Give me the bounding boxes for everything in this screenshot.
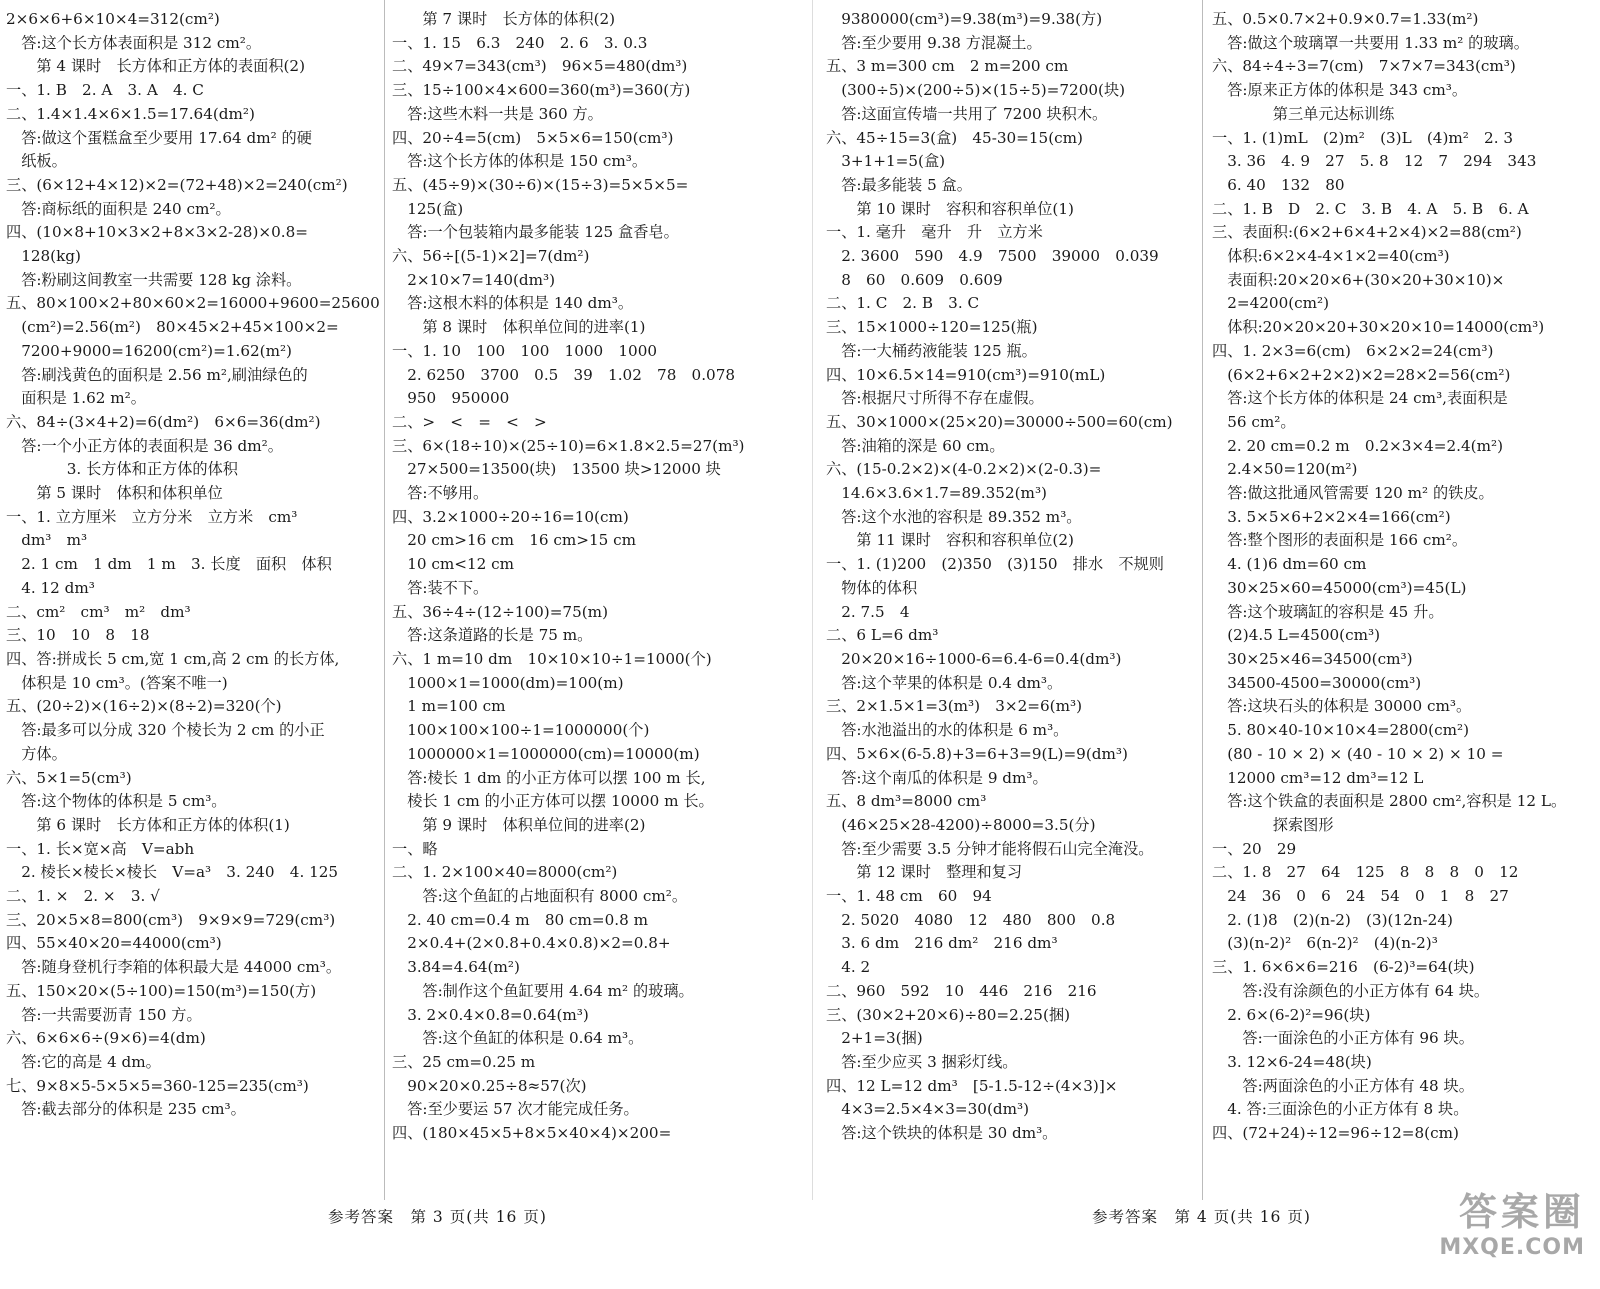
answer-line: 答:截去部分的体积是 235 cm³。 (6, 1100, 246, 1119)
answer-line: 答:刷浅黄色的面积是 2.56 m²,刷油绿色的 (6, 365, 308, 384)
answer-line: 答:一面涂色的小正方体有 96 块。 (1212, 1029, 1474, 1048)
answer-line: 体积是 10 cm³。(答案不唯一) (6, 673, 228, 692)
answer-line: 100×100×100÷1=1000000(个) (392, 721, 650, 740)
answer-line: 一、1. 15 6.3 240 2. 6 3. 0.3 (392, 33, 648, 52)
answer-line: (6×2+6×2+2×2)×2=28×2=56(cm²) (1212, 365, 1511, 384)
answer-line: 2. 3600 590 4.9 7500 39000 0.039 (826, 247, 1159, 266)
answer-line: 三、2×1.5×1=3(m³) 3×2=6(m³) (826, 697, 1082, 716)
answer-line: 五、8 dm³=8000 cm³ (826, 792, 987, 811)
answer-line: 一、1. 10 100 100 1000 1000 (392, 341, 658, 360)
page-footer-left: 参考答案 第 3 页(共 16 页) (328, 1208, 547, 1226)
answer-line: 2×0.4+(2×0.8+0.4×0.8)×2=0.8+ (392, 934, 671, 953)
answer-line: 纸板。 (6, 152, 67, 171)
answer-line: 三、表面积:(6×2+6×4+2×4)×2=88(cm²) (1212, 223, 1522, 242)
answer-line: 五、(20÷2)×(16÷2)×(8÷2)=320(个) (6, 697, 282, 716)
answer-line: 第 12 课时 整理和复习 (826, 863, 1023, 882)
answer-line: 90×20×0.25÷8≈57(次) (392, 1076, 587, 1095)
answer-line: 一、1. B 2. A 3. A 4. C (6, 81, 204, 100)
answer-line: 4. 12 dm³ (6, 578, 95, 597)
answer-line: 第 11 课时 容积和容积单位(2) (826, 531, 1074, 550)
answer-line: 7200+9000=16200(cm²)=1.62(m²) (6, 341, 292, 360)
answer-line: 四、3.2×1000÷20÷16=10(cm) (392, 507, 629, 526)
answer-line: 答:这块石头的体积是 30000 cm³。 (1212, 697, 1472, 716)
answer-line: 答:这个铁块的体积是 30 dm³。 (826, 1124, 1058, 1143)
answer-line: 8 60 0.609 0.609 (826, 270, 1003, 289)
answer-line: 答:随身登机行李箱的体积最大是 44000 cm³。 (6, 958, 342, 977)
answer-line: 二、6 L=6 dm³ (826, 626, 939, 645)
answer-line: 六、56÷[(5-1)×2]=7(dm²) (392, 247, 590, 266)
answer-line: 6. 40 132 80 (1212, 175, 1345, 194)
answer-line: 2. 7.5 4 (826, 602, 910, 621)
answer-line: 3+1+1=5(盒) (826, 152, 946, 171)
answer-line: 答:这条道路的长是 75 m。 (392, 626, 593, 645)
answer-line: 答:它的高是 4 dm。 (6, 1052, 161, 1071)
answer-line: 2. 5020 4080 12 480 800 0.8 (826, 910, 1116, 929)
answer-line: 答:整个图形的表面积是 166 cm²。 (1212, 531, 1468, 550)
answer-line: 二、> < = < > (392, 412, 547, 431)
answer-line: 答:最多能装 5 盒。 (826, 175, 972, 194)
answer-line: 答:没有涂颜色的小正方体有 64 块。 (1212, 981, 1490, 1000)
answer-line: 五、30×1000×(25×20)=30000÷500=60(cm) (826, 412, 1173, 431)
answer-line: 2. 6250 3700 0.5 39 1.02 78 0.078 (392, 365, 736, 384)
answer-line: 一、20 29 (1212, 839, 1297, 858)
answer-line: 第 5 课时 体积和体积单位 (6, 484, 223, 503)
answer-line: 14.6×3.6×1.7=89.352(m³) (826, 484, 1047, 503)
answer-line: 一、1. (1)mL (2)m² (3)L (4)m² 2. 3 (1212, 128, 1514, 147)
answer-line: 物体的体积 (826, 578, 918, 597)
answer-line: 答:这个物体的体积是 5 cm³。 (6, 792, 227, 811)
answer-line: 一、1. 长×宽×高 V=abh (6, 839, 195, 858)
answer-line: 五、0.5×0.7×2+0.9×0.7=1.33(m²) (1212, 10, 1479, 28)
answer-line: 一、1. 立方厘米 立方分米 立方米 cm³ (6, 507, 298, 526)
answer-line: 答:一个小正方体的表面积是 36 dm²。 (6, 436, 283, 455)
answer-line: 三、25 cm=0.25 m (392, 1052, 536, 1071)
answer-line: 面积是 1.62 m²。 (6, 389, 146, 408)
answer-line: 二、1.4×1.4×6×1.5=17.64(dm²) (6, 104, 255, 123)
answer-line: 答:根据尺寸所得不存在虚假。 (826, 389, 1044, 408)
answer-line: 第 4 课时 长方体和正方体的表面积(2) (6, 57, 306, 76)
answer-line: 五、3 m=300 cm 2 m=200 cm (826, 57, 1069, 76)
watermark-logo-text: 答案圈 (1458, 1190, 1585, 1234)
answer-line: 答:一个包装箱内最多能装 125 盒香皂。 (392, 223, 679, 242)
answer-line: 答:至少需要 3.5 分钟才能将假石山完全淹没。 (826, 839, 1154, 858)
answer-line: 4×3=2.5×4×3=30(dm³) (826, 1100, 1030, 1119)
answer-line: (46×25×28-4200)÷8000=3.5(分) (826, 815, 1096, 834)
column-divider (384, 0, 385, 1200)
answer-line: 二、1. 2×100×40=8000(cm²) (392, 863, 618, 882)
answer-line: 四、(180×45×5+8×5×40×4)×200= (392, 1124, 672, 1143)
answer-line: 答:这个南瓜的体积是 9 dm³。 (826, 768, 1048, 787)
answer-line: 答:粉刷这间教室一共需要 128 kg 涂料。 (6, 270, 302, 289)
answer-line: 四、12 L=12 dm³ [5-1.5-12÷(4×3)]× (826, 1076, 1118, 1095)
page-footer-right: 参考答案 第 4 页(共 16 页) (1092, 1208, 1311, 1226)
answer-line: 二、1. B D 2. C 3. B 4. A 5. B 6. A (1212, 199, 1529, 218)
answer-line: 答:至少要用 9.38 方混凝土。 (826, 33, 1042, 52)
answer-line: 一、1. (1)200 (2)350 (3)150 排水 不规则 (826, 555, 1164, 574)
answer-line: 答:这个水池的容积是 89.352 m³。 (826, 507, 1082, 526)
answer-line: 二、1. × 2. × 3. √ (6, 887, 160, 906)
answer-line: 表面积:20×20×6+(30×20+30×10)× (1212, 270, 1505, 289)
answer-line: 探索图形 (1212, 815, 1334, 834)
answer-line: 四、(10×8+10×3×2+8×3×2-28)×0.8= (6, 223, 308, 242)
answer-line: 六、(15-0.2×2)×(4-0.2×2)×(2-0.3)= (826, 460, 1102, 479)
answer-line: 二、cm² cm³ m² dm³ (6, 602, 191, 621)
answer-line: 答:这个长方体的体积是 150 cm³。 (392, 152, 648, 171)
answer-line: 答:这个玻璃缸的容积是 45 升。 (1212, 602, 1444, 621)
answer-line: 四、1. 2×3=6(cm) 6×2×2=24(cm³) (1212, 341, 1494, 360)
watermark-logo (1415, 1190, 1585, 1278)
answer-line: 三、15÷100×4×600=360(m³)=360(方) (392, 81, 691, 100)
answer-line: 第 7 课时 长方体的体积(2) (392, 10, 616, 28)
answer-line: 125(盒) (392, 199, 464, 218)
answer-column-1 (6, 8, 381, 1122)
answer-line: 答:两面涂色的小正方体有 48 块。 (1212, 1076, 1474, 1095)
answer-line: 3. 6 dm 216 dm² 216 dm³ (826, 934, 1058, 953)
answer-line: 答:做这个玻璃罩一共要用 1.33 m² 的玻璃。 (1212, 33, 1529, 52)
answer-line: 第 8 课时 体积单位间的进率(1) (392, 318, 646, 337)
answer-line: 三、6×(18÷10)×(25÷10)=6×1.8×2.5=27(m³) (392, 436, 745, 455)
answer-line: 2=4200(cm²) (1212, 294, 1330, 313)
answer-line: 答:装不下。 (392, 578, 489, 597)
column-divider (1202, 0, 1203, 1200)
answer-line: 一、1. 48 cm 60 94 (826, 887, 992, 906)
answer-line: 12000 cm³=12 dm³=12 L (1212, 768, 1424, 787)
answer-line: 3. 长方体和正方体的体积 (6, 460, 238, 479)
answer-line: 棱长 1 cm 的小正方体可以摆 10000 m 长。 (392, 792, 714, 811)
answer-line: 二、1. C 2. B 3. C (826, 294, 980, 313)
answer-line: 六、6×6×6÷(9×6)=4(dm) (6, 1029, 206, 1048)
answer-line: 答:一大桶药液能装 125 瓶。 (826, 341, 1037, 360)
answer-line: 3. 12×6-24=48(块) (1212, 1052, 1372, 1071)
answer-line: 方体。 (6, 744, 67, 763)
answer-line: 2. 1 cm 1 dm 1 m 3. 长度 面积 体积 (6, 555, 332, 574)
answer-line: 六、84÷(3×4+2)=6(dm²) 6×6=36(dm²) (6, 412, 321, 431)
answer-line: 体积:6×2×4-4×1×2=40(cm³) (1212, 247, 1450, 266)
answer-line: 五、36÷4÷(12÷100)=75(m) (392, 602, 609, 621)
page-fold-divider (812, 0, 813, 1200)
watermark-url: MXQE.COM (1439, 1235, 1585, 1260)
answer-line: 答:这个长方体的体积是 24 cm³,表面积是 (1212, 389, 1508, 408)
answer-line: 三、15×1000÷120=125(瓶) (826, 318, 1038, 337)
answer-line: 二、49×7=343(cm³) 96×5=480(dm³) (392, 57, 688, 76)
answer-line: 答:做这批通风管需要 120 m² 的铁皮。 (1212, 484, 1494, 503)
answer-line: 27×500=13500(块) 13500 块>12000 块 (392, 460, 721, 479)
answer-line: 第三单元达标训练 (1212, 104, 1395, 123)
answer-line: 5. 80×40-10×10×4=2800(cm²) (1212, 721, 1470, 740)
answer-line: (3)(n-2)² 6(n-2)² (4)(n-2)³ (1212, 934, 1438, 953)
answer-line: 五、150×20×(5÷100)=150(m³)=150(方) (6, 981, 317, 1000)
answer-line: 1000×1=1000(dm)=100(m) (392, 673, 624, 692)
answer-line: 三、(30×2+20×6)÷80=2.25(捆) (826, 1005, 1071, 1024)
answer-line: dm³ m³ (6, 531, 88, 550)
answer-line: 1000000×1=1000000(cm)=10000(m) (392, 744, 700, 763)
answer-column-2 (392, 8, 767, 1146)
answer-line: (300÷5)×(200÷5)×(15÷5)=7200(块) (826, 81, 1126, 100)
answer-line: 答:水池溢出的水的体积是 6 m³。 (826, 721, 1069, 740)
answer-line: 56 cm²。 (1212, 412, 1296, 431)
answer-line: 20 cm>16 cm 16 cm>15 cm (392, 531, 637, 550)
answer-line: 2+1=3(捆) (826, 1029, 923, 1048)
answer-line: 答:制作这个鱼缸要用 4.64 m² 的玻璃。 (392, 981, 694, 1000)
answer-column-4 (1212, 8, 1587, 1146)
answer-line: 第 9 课时 体积单位间的进率(2) (392, 815, 646, 834)
answer-line: 答:不够用。 (392, 484, 489, 503)
answer-column-3 (826, 8, 1201, 1146)
answer-line: 128(kg) (6, 247, 81, 266)
answer-line: 三、(6×12+4×12)×2=(72+48)×2=240(cm²) (6, 175, 348, 194)
answer-line: 3. 2×0.4×0.8=0.64(m³) (392, 1005, 589, 1024)
answer-line: (80 - 10 × 2) × (40 - 10 × 2) × 10 = (1212, 744, 1504, 763)
answer-line: 答:这个鱼缸的占地面积有 8000 cm²。 (392, 887, 688, 906)
answer-line: 答:这些木料一共是 360 方。 (392, 104, 603, 123)
answer-line: 4. (1)6 dm=60 cm (1212, 555, 1367, 574)
answer-line: 24 36 0 6 24 54 0 1 8 27 (1212, 887, 1509, 906)
answer-line: 9380000(cm³)=9.38(m³)=9.38(方) (826, 10, 1103, 28)
answer-line: 体积:20×20×20+30×20×10=14000(cm³) (1212, 318, 1545, 337)
answer-line: (cm²)=2.56(m²) 80×45×2+45×100×2= (6, 318, 339, 337)
answer-line: 答:一共需要沥青 150 方。 (6, 1005, 202, 1024)
answer-line: 答:这根木料的体积是 140 dm³。 (392, 294, 634, 313)
answer-line: 3. 5×5×6+2×2×4=166(cm²) (1212, 507, 1451, 526)
answer-line: 四、答:拼成长 5 cm,宽 1 cm,高 2 cm 的长方体, (6, 649, 340, 668)
answer-line: 1 m=100 cm (392, 697, 506, 716)
answer-line: 2. 40 cm=0.4 m 80 cm=0.8 m (392, 910, 649, 929)
answer-line: 七、9×8×5-5×5×5=360-125=235(cm³) (6, 1076, 309, 1095)
answer-line: 答:这个长方体表面积是 312 cm²。 (6, 33, 262, 52)
answer-line: 2. 棱长×棱长×棱长 V=a³ 3. 240 4. 125 (6, 863, 339, 882)
answer-line: 2.4×50=120(m²) (1212, 460, 1358, 479)
answer-line: 2. 20 cm=0.2 m 0.2×3×4=2.4(m²) (1212, 436, 1504, 455)
answer-line: 五、(45÷9)×(30÷6)×(15÷3)=5×5×5= (392, 175, 689, 194)
answer-line: 3. 36 4. 9 27 5. 8 12 7 294 343 (1212, 152, 1537, 171)
answer-line: 2×6×6+6×10×4=312(cm²) (6, 10, 220, 28)
answer-line: 答:最多可以分成 320 个棱长为 2 cm 的小正 (6, 721, 325, 740)
answer-line: 答:油箱的深是 60 cm。 (826, 436, 1005, 455)
answer-line: 第 10 课时 容积和容积单位(1) (826, 199, 1074, 218)
answer-line: 答:至少要运 57 次才能完成任务。 (392, 1100, 639, 1119)
answer-line: 六、5×1=5(cm³) (6, 768, 132, 787)
answer-line: 第 6 课时 长方体和正方体的体积(1) (6, 815, 290, 834)
answer-line: 二、960 592 10 446 216 216 (826, 981, 1097, 1000)
answer-line: 10 cm<12 cm (392, 555, 515, 574)
answer-line: 五、80×100×2+80×60×2=16000+9600=25600 (6, 294, 380, 313)
answer-line: 四、55×40×20=44000(cm³) (6, 934, 222, 953)
answer-line: 一、略 (392, 839, 438, 858)
answer-line: 3.84=4.64(m²) (392, 958, 520, 977)
answer-line: 六、1 m=10 dm 10×10×10÷1=1000(个) (392, 649, 712, 668)
answer-line: 三、20×5×8=800(cm³) 9×9×9=729(cm³) (6, 910, 336, 929)
answer-line: 答:这个苹果的体积是 0.4 dm³。 (826, 673, 1063, 692)
answer-line: 2. (1)8 (2)(n-2) (3)(12n-24) (1212, 910, 1453, 929)
answer-line: 四、(72+24)÷12=96÷12=8(cm) (1212, 1124, 1459, 1143)
answer-line: 答:至少应买 3 捆彩灯线。 (826, 1052, 1018, 1071)
answer-line: 答:商标纸的面积是 240 cm²。 (6, 199, 231, 218)
answer-line: 三、1. 6×6×6=216 (6-2)³=64(块) (1212, 958, 1475, 977)
answer-line: 四、5×6×(6-5.8)+3=6+3=9(L)=9(dm³) (826, 744, 1128, 763)
answer-line: 答:棱长 1 dm 的小正方体可以摆 100 m 长, (392, 768, 706, 787)
answer-line: (2)4.5 L=4500(cm³) (1212, 626, 1380, 645)
answer-line: 三、10 10 8 18 (6, 626, 150, 645)
answer-line: 2. 6×(6-2)²=96(块) (1212, 1005, 1371, 1024)
answer-line: 四、20÷4=5(cm) 5×5×6=150(cm³) (392, 128, 674, 147)
answer-line: 六、84÷4÷3=7(cm) 7×7×7=343(cm³) (1212, 57, 1516, 76)
answer-line: 30×25×46=34500(cm³) (1212, 649, 1413, 668)
answer-line: 答:这个鱼缸的体积是 0.64 m³。 (392, 1029, 644, 1048)
answer-line: 四、10×6.5×14=910(cm³)=910(mL) (826, 365, 1106, 384)
answer-line: 答:原来正方体的体积是 343 cm³。 (1212, 81, 1468, 100)
answer-line: 34500-4500=30000(cm³) (1212, 673, 1422, 692)
answer-line: 20×20×16÷1000-6=6.4-6=0.4(dm³) (826, 649, 1122, 668)
answer-line: 30×25×60=45000(cm³)=45(L) (1212, 578, 1467, 597)
answer-line: 950 950000 (392, 389, 510, 408)
answer-line: 答:这面宣传墙一共用了 7200 块积木。 (826, 104, 1108, 123)
answer-line: 六、45÷15=3(盒) 45-30=15(cm) (826, 128, 1083, 147)
answer-line: 二、1. 8 27 64 125 8 8 8 0 12 (1212, 863, 1519, 882)
answer-line: 2×10×7=140(dm³) (392, 270, 556, 289)
answer-line: 答:做这个蛋糕盒至少要用 17.64 dm² 的硬 (6, 128, 312, 147)
answer-line: 4. 答:三面涂色的小正方体有 8 块。 (1212, 1100, 1469, 1119)
answer-line: 答:这个铁盒的表面积是 2800 cm²,容积是 12 L。 (1212, 792, 1567, 811)
answer-line: 一、1. 毫升 毫升 升 立方米 (826, 223, 1043, 242)
answer-line: 4. 2 (826, 958, 871, 977)
